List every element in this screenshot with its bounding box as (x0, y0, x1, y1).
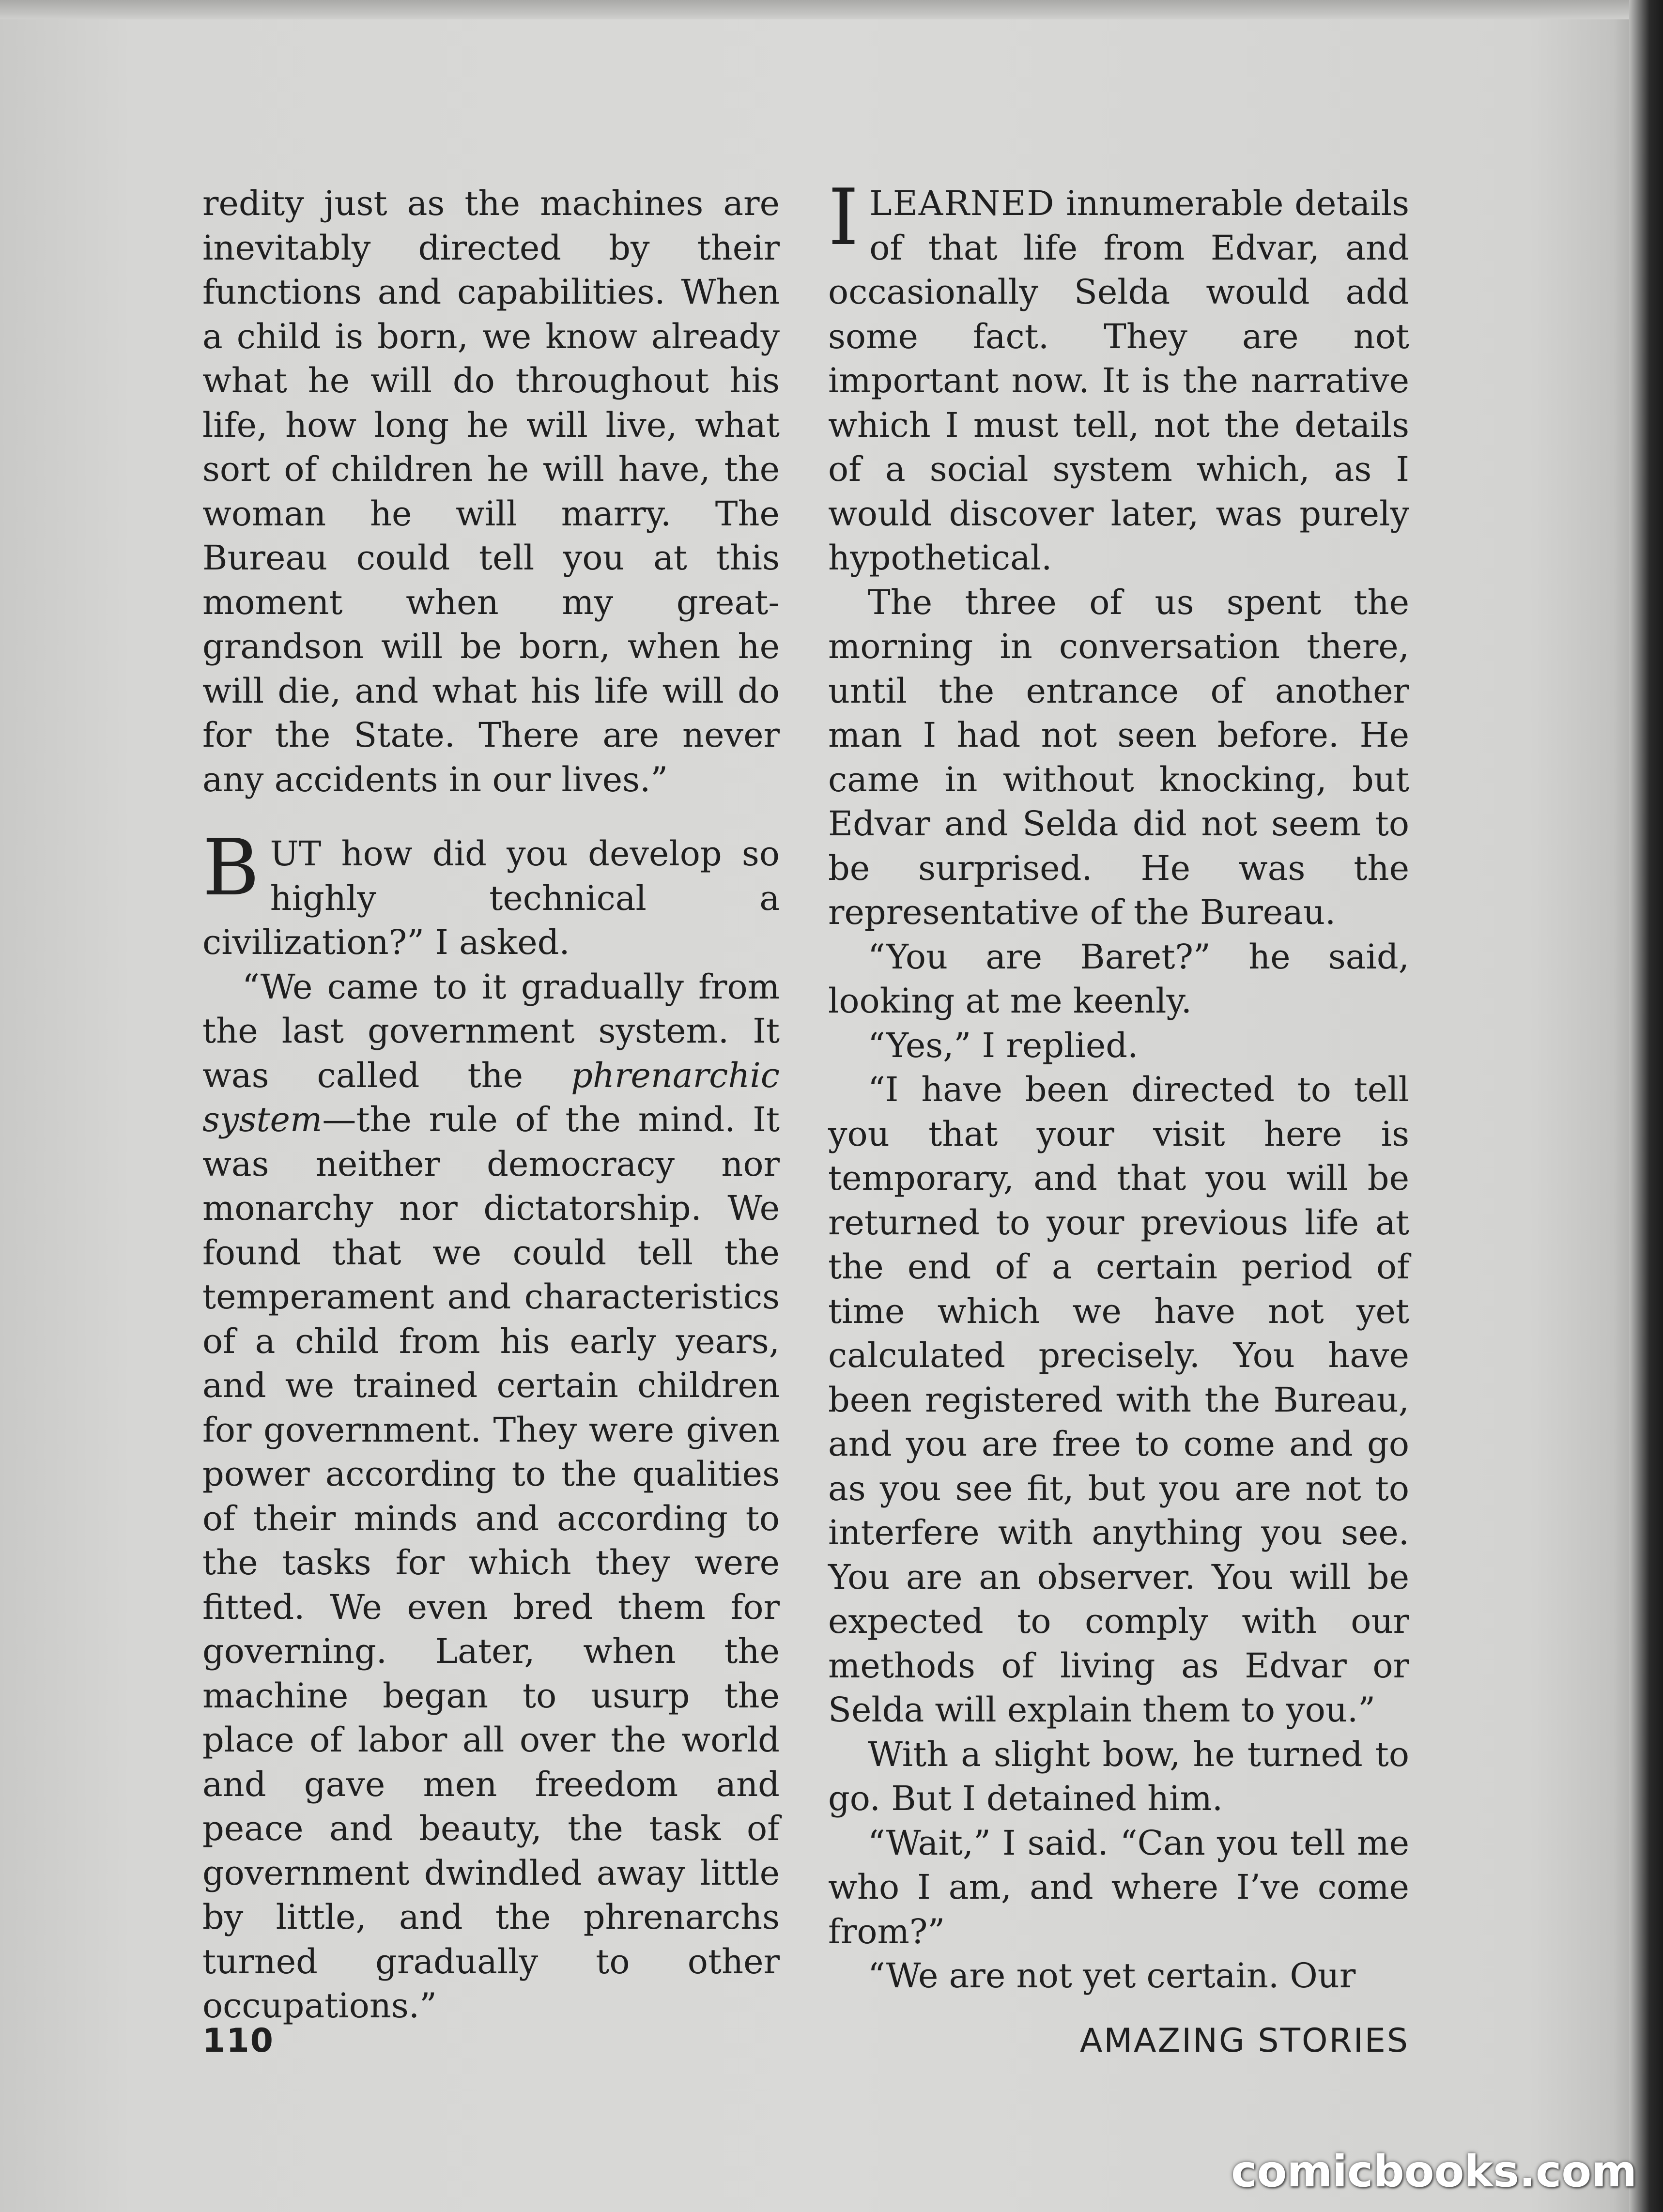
drop-cap: I (828, 172, 859, 262)
paragraph: The three of us spent the morning in conversation there, until the entrance of another man I had not seen before. He came in without knocking, but Edvar and Selda did not seem to be surprised. He was the representative of the Bureau. (828, 582, 1409, 932)
paragraph: With a slight bow, he turned to go. But I detained him. (828, 1734, 1409, 1818)
paragraph-with-dropcap (828, 172, 1409, 581)
drop-cap: B (202, 822, 260, 913)
page-binding-edge (1629, 0, 1663, 2212)
paragraph (202, 965, 780, 2028)
paragraph: “I have been directed to tell you that your visit here is temporary, and that you will be returned to your previous life at the end of a certain period of time which we have not yet calculated precisely. You have been registered with the Bureau, and you are free to come and go as you see fit, but you are not to interfere with anything you see. You are an observer. You will be expected to comply with our methods of living as Edvar or Selda will explain them to you.” (828, 1070, 1409, 1730)
running-footer-title: AMAZING STORIES (1079, 2022, 1409, 2060)
page-number: 110 (202, 2022, 274, 2060)
small-caps-lead: LEARNED (869, 184, 1055, 223)
paragraph: redity just as the machines are inevitably directed by their functions and capabilities. When a child is born, we know already what he will do throughout his life, how long he will live, what sort of children he will have, the woman he will marry. The Bureau could tell you at this moment when my great-grandson will be born, when he will die, and what his life will do for the State. There are never any accidents in our lives.” (202, 184, 780, 799)
paragraph-text: “We came to it gradually from the last government system. It was called the (202, 967, 780, 1095)
paragraph-text: innumerable details of that life from Edvar, and occasionally Selda would add some fact. They are not important now. It is the narrative which I must tell, not the details of a social system which, as I would discover later, was purely hypothetical. (828, 184, 1409, 578)
paragraph-with-dropcap (202, 822, 780, 965)
watermark: comicbooks.com (1231, 2146, 1637, 2197)
paragraph-text: UT how did you develop so highly technical a civilization?” I asked. (202, 834, 780, 962)
paragraph: “Yes,” I replied. (868, 1025, 1139, 1065)
page-top-shadow (0, 0, 1663, 19)
paragraph: “We are not yet certain. Our (868, 1956, 1356, 1996)
paragraph: “Wait,” I said. “Can you tell me who I am, and where I’ve come from?” (828, 1823, 1409, 1951)
paragraph: “You are Baret?” he said, looking at me keenly. (828, 937, 1409, 1021)
paragraph-text: —the rule of the mind. It was neither democracy nor monarchy nor dictatorship. We found that we could tell the temperament and characteristics of a child from his early years, and we trained certain children for government. They were given power according to the qualities of their minds and according to the tasks for which they were fitted. We even bred them for governing. Later, when the machine began to usurp the place of labor all over the world and gave men freedom and peace and beauty, the task of government dwindled away little by little, and the phrenarchs turned gradually to other occupations.” (202, 1100, 780, 2026)
left-text-column (202, 182, 780, 2028)
italic-term: phrenarchic system (202, 1055, 780, 1139)
right-text-column (828, 172, 1409, 1998)
